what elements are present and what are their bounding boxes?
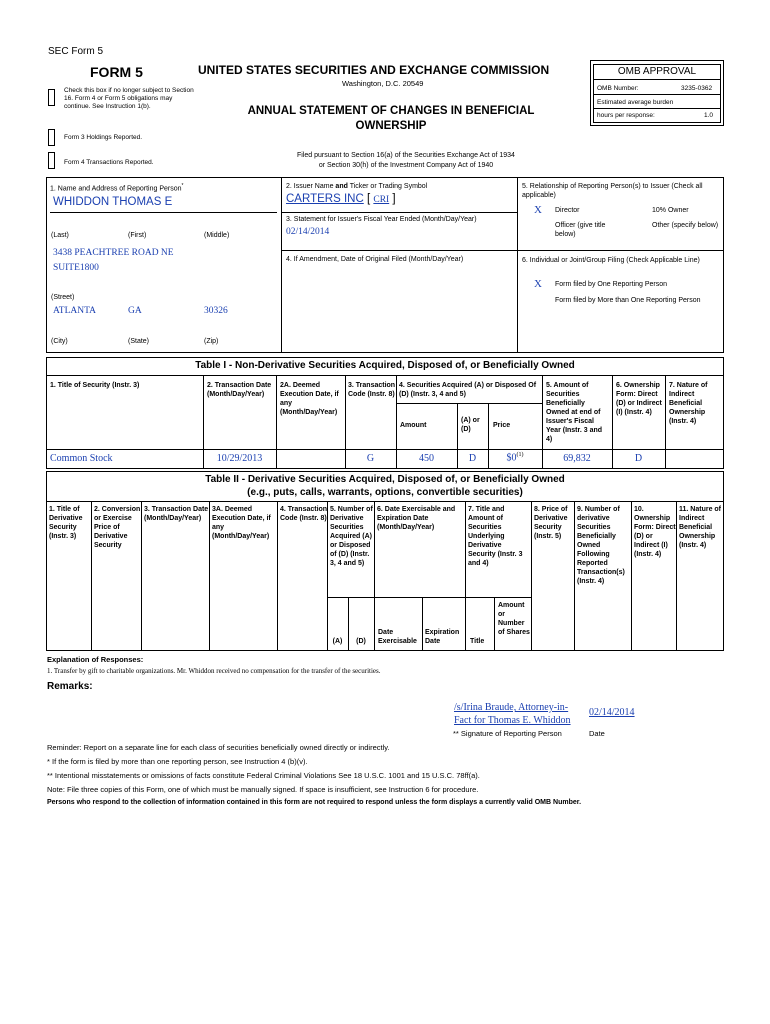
t1-a-or-d: D [468,453,477,464]
t1-ownership-form: D [634,453,643,464]
form4-text: Form 4 Transactions Reported. [64,159,154,166]
form4-checkbox[interactable] [48,152,55,169]
t2-col-date-exercisable: 6. Date Exercisable and Expiration Date (Month/Day/Year) [377,506,456,531]
footer-reminder: Reminder: Report on a separate line for each class of securities beneficially owned directly or indirectly. [47,743,390,752]
state-label: (State) [128,338,150,345]
t2-col-title: Title [470,638,485,645]
filed-line-1: Filed pursuant to Section 16(a) of the Securities Exchange Act of 1934 [297,152,515,159]
t2-col-deemed-date: 3A. Deemed Execution Date, if any (Month/Day/Year) [212,506,271,540]
signature[interactable]: /s/Irina Braude, Attorney-in- Fact for Thomas E. Whiddon [454,702,571,726]
remarks-label: Remarks: [47,681,93,692]
last-label: (Last) [51,232,69,239]
city-label: (City) [51,338,68,345]
ten-percent-label: 10% Owner [652,207,689,214]
form3-checkbox[interactable] [48,129,55,146]
t2-col-transaction-date: 3. Transaction Date (Month/Day/Year) [144,506,209,522]
statement-date-label: 3. Statement for Issuer's Fiscal Year Ended (Month/Day/Year) [286,216,477,223]
t1-col-amount: Amount [400,422,427,429]
t1-col-transaction-date: 2. Transaction Date (Month/Day/Year) [207,382,272,398]
t2-col-ownership-form: 10. Ownership Form: Direct (D) or Indirect (I) (Instr. 4) [634,506,676,558]
issuer-name-line: CARTERS INC [ CRI ] [286,193,396,205]
filing-one-label: Form filed by One Reporting Person [555,281,668,288]
issuer-name-link[interactable]: CARTERS INC [286,193,364,205]
t1-price: $0$^{(1)}$ [506,452,524,464]
t2-col-transaction-code: 4. Transaction Code (Instr. 8) [280,506,328,522]
t1-security: Common Stock [50,453,113,464]
reporter-zip: 30326 [204,306,228,316]
t2-col-d: (D) [356,638,366,645]
filing-more-label: Form filed by More than One Reporting Person [555,297,701,304]
footer-persons: Persons who respond to the collection of information contained in this form are not required to respond unless the form displays a currently valid OMB Number. [47,799,582,806]
filing-one-mark[interactable]: X [534,278,542,290]
agency-city: Washington, D.C. 20549 [342,79,424,88]
officer-label: Officer (give title below) [555,222,606,238]
t1-col-nature-indirect: 7. Nature of Indirect Beneficial Ownership (Instr. 4) [669,382,708,425]
t2-col-expiration: Expiration Date [425,629,460,645]
t1-col-deemed-date: 2A. Deemed Execution Date, if any (Month/Day/Year) [280,382,339,416]
t2-col-number-derivative: 5. Number of Derivative Securities Acquired (A) or Disposed of (D) (Instr. 3, 4 and 5) [330,506,373,567]
ticker-link[interactable]: CRI [373,195,390,205]
street-label: (Street) [51,294,75,301]
t1-col-securities-acquired: 4. Securities Acquired (A) or Disposed Of (D) (Instr. 3, 4 and 5) [399,382,537,398]
omb-hours-value: 1.0 [704,112,714,119]
t1-amount: 450 [419,453,434,464]
amendment-label: 4. If Amendment, Date of Original Filed (Month/Day/Year) [286,256,464,263]
filed-line-2: or Section 30(h) of the Investment Company Act of 1940 [318,162,494,169]
filing-label: 6. Individual or Joint/Group Filing (Check Applicable Line) [522,257,700,264]
reporter-city: ATLANTA [53,306,97,316]
t1-date: 10/29/2013 [216,453,263,464]
street-line-1: 3438 PEACHTREE ROAD NE [53,248,174,258]
t1-col-transaction-code: 3. Transaction Code (Instr. 8) [348,382,396,398]
omb-number-label: OMB Number: [597,85,639,92]
no-longer-subject-checkbox[interactable] [48,89,55,106]
t1-col-amount-owned: 5. Amount of Securities Beneficially Owned at end of Issuer's Fiscal Year (Instr. 3 and 4) [546,382,603,443]
middle-label: (Middle) [204,232,230,239]
street-line-2: SUITE1800 [53,263,99,273]
t1-col-price: Price [493,422,511,429]
t1-col-ownership-form: 6. Ownership Form: Direct (D) or Indirect (I) (Instr. 4) [616,382,662,416]
t2-col-number-owned: 9. Number of derivative Securities Beneficially Owned Following Reported Transaction(s) (Instr. 4) [577,506,625,585]
explanation-note-1: 1. Transfer by gift to charitable organizations. Mr. Whiddon received no compensation for the transfer of the securities. [47,667,381,675]
t2-col-amount-shares: Amount or Number of Shares [498,602,530,636]
t1-col-a-or-d: (A) or (D) [461,417,480,433]
omb-title: OMB APPROVAL [617,66,697,77]
sec-form-label: SEC Form 5 [48,46,104,57]
table-2-subtitle: (e.g., puts, calls, warrants, options, convertible securities) [247,487,523,498]
t2-col-conversion-price: 2. Conversion or Exercise Price of Derivative Security [94,506,141,549]
signature-label: ** Signature of Reporting Person [453,729,562,738]
agency-title: UNITED STATES SECURITIES AND EXCHANGE COMMISSION [198,63,550,77]
reporter-label: 1. Name and Address of Reporting Person* [50,183,184,193]
footer-note: Note: File three copies of this Form, one of which must be manually signed. If space is insufficient, see Instruction 6 for procedure. [47,785,479,794]
relationship-label: 5. Relationship of Reporting Person(s) to Issuer (Check all applicable) [522,183,703,199]
t1-code: G [366,453,375,464]
reporter-state: GA [128,306,142,316]
form-title: FORM 5 [90,64,143,80]
t2-col-a: (A) [332,638,343,645]
document-title: ANNUAL STATEMENT OF CHANGES IN BENEFICIAL OWNERSHIP [247,105,535,132]
t2-col-title-amount: 7. Title and Amount of Securities Underlying Derivative Security (Instr. 3 and 4) [468,506,523,567]
omb-burden-label: Estimated average burden [597,99,674,106]
director-label: Director [555,207,580,214]
date-label: Date [589,729,605,738]
reporter-name: WHIDDON THOMAS E [53,196,173,208]
first-label: (First) [128,232,147,239]
zip-label: (Zip) [204,338,219,345]
table-1-title: Table I - Non-Derivative Securities Acquired, Disposed of, or Beneficially Owned [195,360,575,371]
no-longer-subject-text: Check this box if no longer subject to Section 16. Form 4 or Form 5 obligations may continue. See Instruction 1(b). [64,87,194,110]
t1-owned: 69,832 [563,453,591,464]
signature-date: 02/14/2014 [589,707,635,718]
omb-hours-label: hours per response: [597,112,655,119]
t1-col-title-security: 1. Title of Security (Instr. 3) [50,382,140,389]
t2-col-nature-indirect: 11. Nature of Indirect Beneficial Ownership (Instr. 4) [679,506,722,549]
table-2-title: Table II - Derivative Securities Acquired, Disposed of, or Beneficially Owned [205,474,565,485]
director-mark[interactable]: X [534,204,542,216]
form3-text: Form 3 Holdings Reported. [64,134,143,141]
t2-col-price-derivative: 8. Price of Derivative Security (Instr. 5) [534,506,568,540]
footer-star-2: ** Intentional misstatements or omissions of facts constitute Federal Criminal Violations See 18 U.S.C. 1001 and 15 U.S.C. 78ff(a). [47,771,480,780]
t2-col-exercisable: Date Exercisable [378,629,417,645]
explanation-label: Explanation of Responses: [47,655,144,664]
statement-date: 02/14/2014 [286,227,330,237]
t2-col-title-derivative: 1. Title of Derivative Security (Instr. 3) [49,506,83,540]
omb-number-value: 3235-0362 [681,85,713,92]
issuer-label: 2. Issuer Name and Ticker or Trading Symbol [286,183,428,190]
other-label: Other (specify below) [652,222,719,229]
footer-star-1: * If the form is filed by more than one reporting person, see Instruction 4 (b)(v). [47,757,308,766]
